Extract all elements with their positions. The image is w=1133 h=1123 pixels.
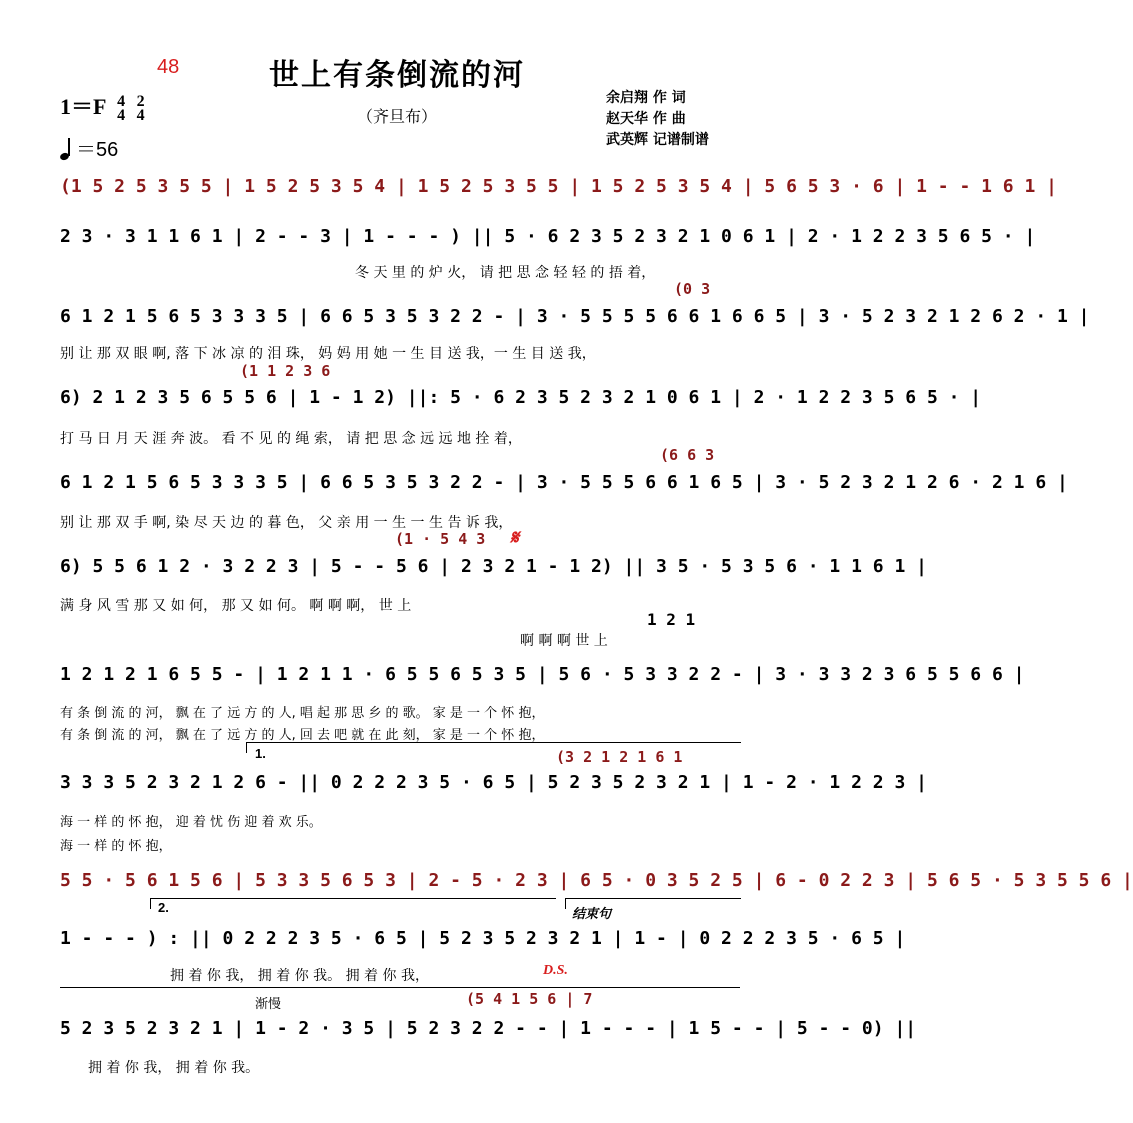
- lyrics-row-3: 别 让 那 双 眼 啊, 落 下 冰 凉 的 泪 珠， 妈 妈 用 她 一 生 目 送 我，一 生 目 送 我，: [60, 346, 596, 362]
- score-row-2: 2 3 · 3 1 1 6 1 | 2 - - 3 | 1 - - - ) || 5 · 6 2 3 5 2 3 2 1 0 6 1 | 2 · 1 2 2 3 5 6 5 · |: [60, 226, 1036, 247]
- composer-credit: 赵天华 作 曲: [606, 111, 686, 127]
- credits: [606, 88, 709, 151]
- transcriber-credit: 武英辉 记谱制谱: [606, 132, 709, 148]
- lyrics-row-6-b: 啊 啊 啊 世 上: [520, 633, 608, 649]
- coda-label: 结束句: [572, 906, 612, 921]
- ornament-row-4: (1 1 2 3 6: [240, 362, 331, 380]
- lyrics-row-8-b: 海 一 样 的 怀 抱，: [60, 839, 172, 854]
- quarter-note-icon: [60, 138, 72, 160]
- meter-1: 4 4: [117, 92, 126, 124]
- volta-1-label: 1.: [255, 746, 266, 761]
- lyrics-row-4: 打 马 日 月 天 涯 奔 波。 看 不 见 的 绳 索， 请 把 思 念 远 远 地 拴 着，: [60, 431, 522, 447]
- score-row-7: 1 2 1 2 1 6 5 5 - | 1 2 1 1 · 6 5 5 6 5 3 5 | 5 6 · 5 3 3 2 2 - | 3 · 3 3 2 3 6 5 5 6 6 |: [60, 664, 1025, 685]
- ornament-row-3: (0 3: [674, 280, 711, 298]
- lyrics-row-7: 有 条 倒 流 的 河， 飘 在 了 远 方 的 人, 唱 起 那 思 乡 的 歌。 家 是 一 个 怀 抱，: [60, 706, 545, 721]
- score-row-11: 5 2 3 5 2 3 2 1 | 1 - 2 · 3 5 | 5 2 3 2 2 - - | 1 - - - | 1 5 - - | 5 - - 0) ||: [60, 1018, 917, 1039]
- ornament-row-5: (6 6 3: [660, 446, 715, 464]
- score-row-8: 3 3 3 5 2 3 2 1 2 6 - || 0 2 2 2 3 5 · 6 5 | 5 2 3 5 2 3 2 1 | 1 - 2 · 1 2 2 3 |: [60, 772, 927, 793]
- page-number: 48: [157, 56, 180, 78]
- score-row-4: 6) 2 1 2 3 5 6 5 5 6 | 1 - 1 2) ||: 5 · 6 2 3 5 2 3 2 1 0 6 1 | 2 · 1 2 2 3 5 6 5 · |: [60, 387, 982, 408]
- performer: （齐旦布）: [356, 107, 437, 126]
- key-signature: [60, 90, 145, 123]
- ornament-row-6: (1 · 5 4 3: [395, 530, 486, 548]
- ornament-row-8: (3 2 1 2 1 6 1: [556, 748, 683, 766]
- tempo-value: ＝56: [76, 139, 119, 161]
- meter-2: 2 4: [136, 92, 145, 124]
- score-row-6: 6) 5 5 6 1 2 · 3 2 2 3 | 5 - - 5 6 | 2 3 2 1 - 1 2) || 3 5 · 5 3 5 6 · 1 1 6 1 |: [60, 556, 927, 577]
- system-divider: [60, 987, 740, 988]
- ornament-row-11: (5 4 1 5 6 | 7: [466, 990, 593, 1008]
- segno-icon: 𝄋: [510, 527, 519, 549]
- lyricist-credit: 余启翔 作 词: [606, 90, 686, 106]
- ds-marking: D.S.: [543, 963, 568, 978]
- lyrics-row-11: 拥 着 你 我， 拥 着 你 我。: [88, 1060, 260, 1076]
- key-label: 1＝F: [60, 94, 106, 119]
- volta-bracket-2: [150, 898, 556, 909]
- ritardando-marking: 渐慢: [255, 997, 282, 1012]
- lyrics-row-6: 满 身 风 雪 那 又 如 何， 那 又 如 何。 啊 啊 啊， 世 上: [60, 598, 412, 614]
- tempo: [60, 133, 118, 162]
- lyrics-row-7-b: 有 条 倒 流 的 河， 飘 在 了 远 方 的 人, 回 去 吧 就 在 此 刻， 家 是 一 个 怀 抱，: [60, 728, 545, 743]
- score-row-9: 5 5 · 5 6 1 5 6 | 5 3 3 5 6 5 3 | 2 - 5 · 2 3 | 6 5 · 0 3 5 2 5 | 6 - 0 2 2 3 | 5 6 5 · 5 3 5 5 6 |: [60, 870, 1133, 891]
- volta-2-label: 2.: [158, 900, 169, 915]
- score-row-5: 6 1 2 1 5 6 5 3 3 3 5 | 6 6 5 3 5 3 2 2 - | 3 · 5 5 5 6 6 1 6 5 | 3 · 5 2 3 2 1 2 6 · 2 1 6 |: [60, 472, 1068, 493]
- lyrics-row-10: 拥 着 你 我， 拥 着 你 我。 拥 着 你 我，: [170, 968, 429, 984]
- lyrics-row-8: 海 一 样 的 怀 抱， 迎 着 忧 伤 迎 着 欢 乐。: [60, 815, 322, 830]
- score-row-3: 6 1 2 1 5 6 5 3 3 3 5 | 6 6 5 3 5 3 2 2 - | 3 · 5 5 5 5 6 6 1 6 6 5 | 3 · 5 2 3 2 1 2 6 2 · 1 |: [60, 306, 1090, 327]
- score-row-1: (1 5 2 5 3 5 5 | 1 5 2 5 3 5 4 | 1 5 2 5 3 5 5 | 1 5 2 5 3 5 4 | 5 6 5 3 · 6 | 1 - - 1 6 1 |: [60, 176, 1057, 197]
- score-row-10: 1 - - - ) : || 0 2 2 2 3 5 · 6 5 | 5 2 3 5 2 3 2 1 | 1 - | 0 2 2 2 3 5 · 6 5 |: [60, 928, 906, 949]
- lyrics-row-5: 别 让 那 双 手 啊, 染 尽 天 边 的 暮 色， 父 亲 用 一 生 一 生 告 诉 我，: [60, 515, 513, 531]
- song-title: 世上有条倒流的河: [269, 58, 525, 93]
- lyrics-row-2: 冬 天 里 的 炉 火， 请 把 思 念 轻 轻 的 捂 着，: [355, 265, 656, 281]
- alt-notes-row-6: 1 2 1: [647, 610, 696, 629]
